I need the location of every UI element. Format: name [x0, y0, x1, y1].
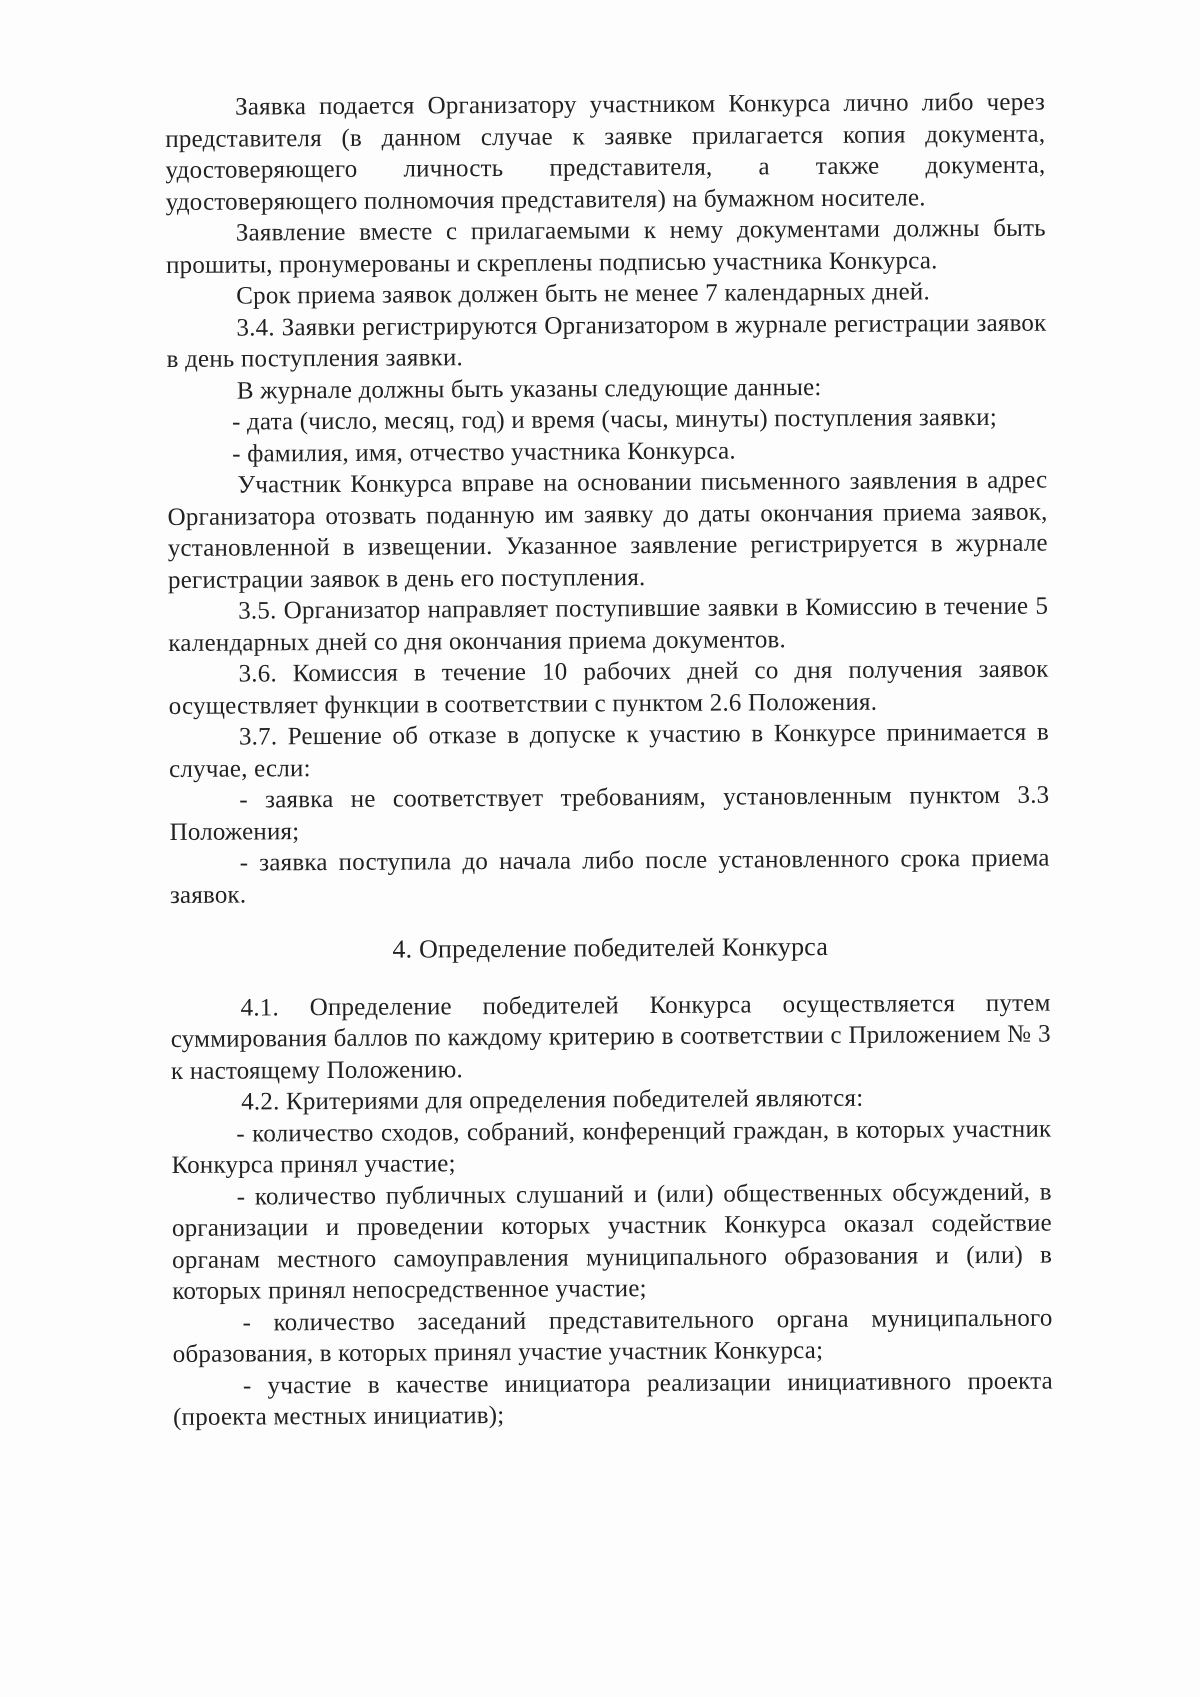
document-body	[165, 87, 1053, 1434]
list-item-noncompliance: - заявка не соответствует требованиям, установленным пунктом 3.3 Положения;	[169, 781, 1050, 846]
paragraph-4-2-criteria: 4.2. Критериями для определения победителей являются:	[241, 1084, 864, 1116]
paragraph-3-4-registration: 3.4. Заявки регистрируются Организатором в журнале регистрации заявок в день поступления заявки.	[166, 309, 1047, 373]
list-item-public-hearings: - количество публичных слушаний и (или) общественных обсуждений, в организации и проведении которых участник Конкурса оказал содействие органам местного самоуправления муниципального образования и (или) в которых принял непосредственное участие;	[171, 1178, 1053, 1305]
paragraph-4-1-scoring: 4.1. Определение победителей Конкурса осуществляется путем суммирования баллов по каждому критерию в соответствии с Приложением № 3 к настоящему Положению.	[170, 989, 1051, 1085]
paragraph-application-binding: Заявление вместе с прилагаемыми к нему документами должны быть прошиты, пронумерованы и скреплены подписью участника Конкурса.	[165, 214, 1046, 279]
section-heading: 4. Определение победителей Конкурса	[392, 931, 829, 964]
paragraph-application-deadline: Срок приема заявок должен быть не менее 7 календарных дней.	[236, 278, 930, 310]
list-item-meetings: - количество сходов, собраний, конференций граждан, в которых участник Конкурса принял участие;	[171, 1115, 1052, 1179]
list-item-initiative-project: - участие в качестве инициатора реализации инициативного проекта (проекта местных инициатив);	[173, 1367, 1053, 1431]
list-item-date-time: - дата (число, месяц, год) и время (часы, минуты) поступления заявки;	[231, 403, 998, 436]
list-item-wrong-timing: - заявка поступила до начала либо после установленного срока приема заявок.	[169, 844, 1050, 909]
list-item-full-name: - фамилия, имя, отчество участника Конкурса.	[232, 437, 736, 468]
paragraph-3-7-refusal: 3.7. Решение об отказе в допуске к участию в Конкурсе принимается в случае, если:	[169, 718, 1050, 783]
list-item-council-sessions: - количество заседаний представительного органа муниципального образования, в которых принял участие участник Конкурса;	[172, 1304, 1053, 1368]
paragraph-3-6-commission-review: 3.6. Комиссия в течение 10 рабочих дней со дня получения заявок осуществляет функции в соответствии с пунктом 2.6 Положения.	[168, 655, 1049, 720]
paragraph-application-withdrawal: Участник Конкурса вправе на основании письменного заявления в адрес Организатора отозвать поданную им заявку до даты окончания приема заявок, установленной в извещении. Указанное заявление регистрируется в журнале регистрации заявок в день его поступления.	[167, 466, 1048, 594]
paragraph-3-5-commission-transfer: 3.5. Организатор направляет поступившие заявки в Комиссию в течение 5 календарных дней со дня окончания приема документов.	[168, 592, 1049, 657]
paragraph-journal-data: В журнале должны быть указаны следующие данные:	[236, 373, 822, 405]
paragraph-application-submission: Заявка подается Организатору участником Конкурса лично либо через представителя (в данном случае к заявке прилагается копия документа, удостоверяющего личность представителя, а также документа, удостоверяющего полномочия представителя) на бумажном носителе.	[165, 88, 1046, 216]
